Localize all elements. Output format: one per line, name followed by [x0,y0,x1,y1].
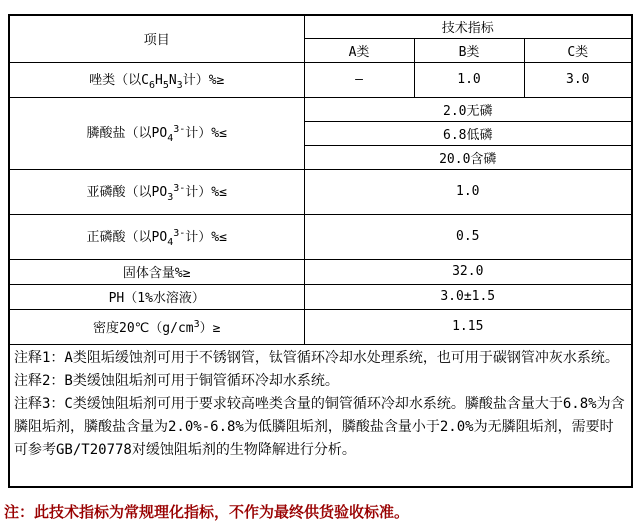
table-row-phosphorous-acid [9,169,632,214]
row-label-solid-content: 固体含量%≥ [9,259,304,284]
notes-cell [9,344,632,487]
note-line-3: 注释3：C类缓蚀阻垢剂可用于要求较高唑类含量的铜管循环冷却水系统。膦酸盐含量大于6.8%为含膦阻垢剂，膦酸盐含量为2.0%-6.8%为低膦阻垢剂，膦酸盐含量小于2.0%为无膦阻垢剂，需要时可参考GB/T20778对缓蚀阻垢剂的生物降解进行分析。 [14,395,625,458]
header-row-group [9,15,632,38]
value-density: 1.15 [304,309,632,344]
value-azole-b: 1.0 [414,62,524,97]
header-class-a-cell: A类 [304,38,414,62]
header-group-cell: 技术指标 [304,15,632,38]
spec-table [8,14,633,488]
note-line-2: 注释2：B类缓蚀阻垢剂可用于铜管循环冷却水系统。 [14,372,339,389]
value-phosphonate-withphos: 20.0含磷 [304,145,632,169]
table-row-orthophosphoric-acid [9,214,632,259]
table-row-density [9,309,632,344]
footer-note: 注：此技术指标为常规理化指标，不作为最终供货验收标准。 [4,503,410,521]
header-class-b-cell: B类 [414,38,524,62]
row-label-density: 密度$20℃(g/cm^3)\ge$ [9,309,304,344]
table-row-notes [9,344,632,487]
row-label-phosphorous-acid: 亚磷酸（以$PO_3^{3-}$计）%≤ [9,169,304,214]
header-class-c-cell: C类 [524,38,632,62]
value-orthophosphoric-acid: 0.5 [304,214,632,259]
value-phosphorous-acid: 1.0 [304,169,632,214]
value-solid-content: 32.0 [304,259,632,284]
value-phosphonate-nophos: 2.0无磷 [304,97,632,121]
note-line-1: 注释1：A类阻垢缓蚀剂可用于不锈钢管，钛管循环冷却水处理系统，也可用于碳钢管冲灰水系统。 [14,349,619,366]
value-phosphonate-lowphos: 6.8低磷 [304,121,632,145]
row-label-azole: 唑类（以$C_6H_5N_3$计）%≥ [9,62,304,97]
header-item-cell: 项目 [9,15,304,62]
value-azole-a: — [304,62,414,97]
row-label-orthophosphoric-acid: 正磷酸（以$PO_4^{3-}$计）%≤ [9,214,304,259]
table-row-azole [9,62,632,97]
table-row-ph [9,284,632,309]
value-ph: 3.0±1.5 [304,284,632,309]
value-azole-c: 3.0 [524,62,632,97]
table-row-phosphonate-1 [9,97,632,121]
row-label-ph: PH（1%水溶液） [9,284,304,309]
table-row-solid-content [9,259,632,284]
row-label-phosphonate: 膦酸盐（以$PO_4^{3-}$计）%≤ [9,97,304,169]
